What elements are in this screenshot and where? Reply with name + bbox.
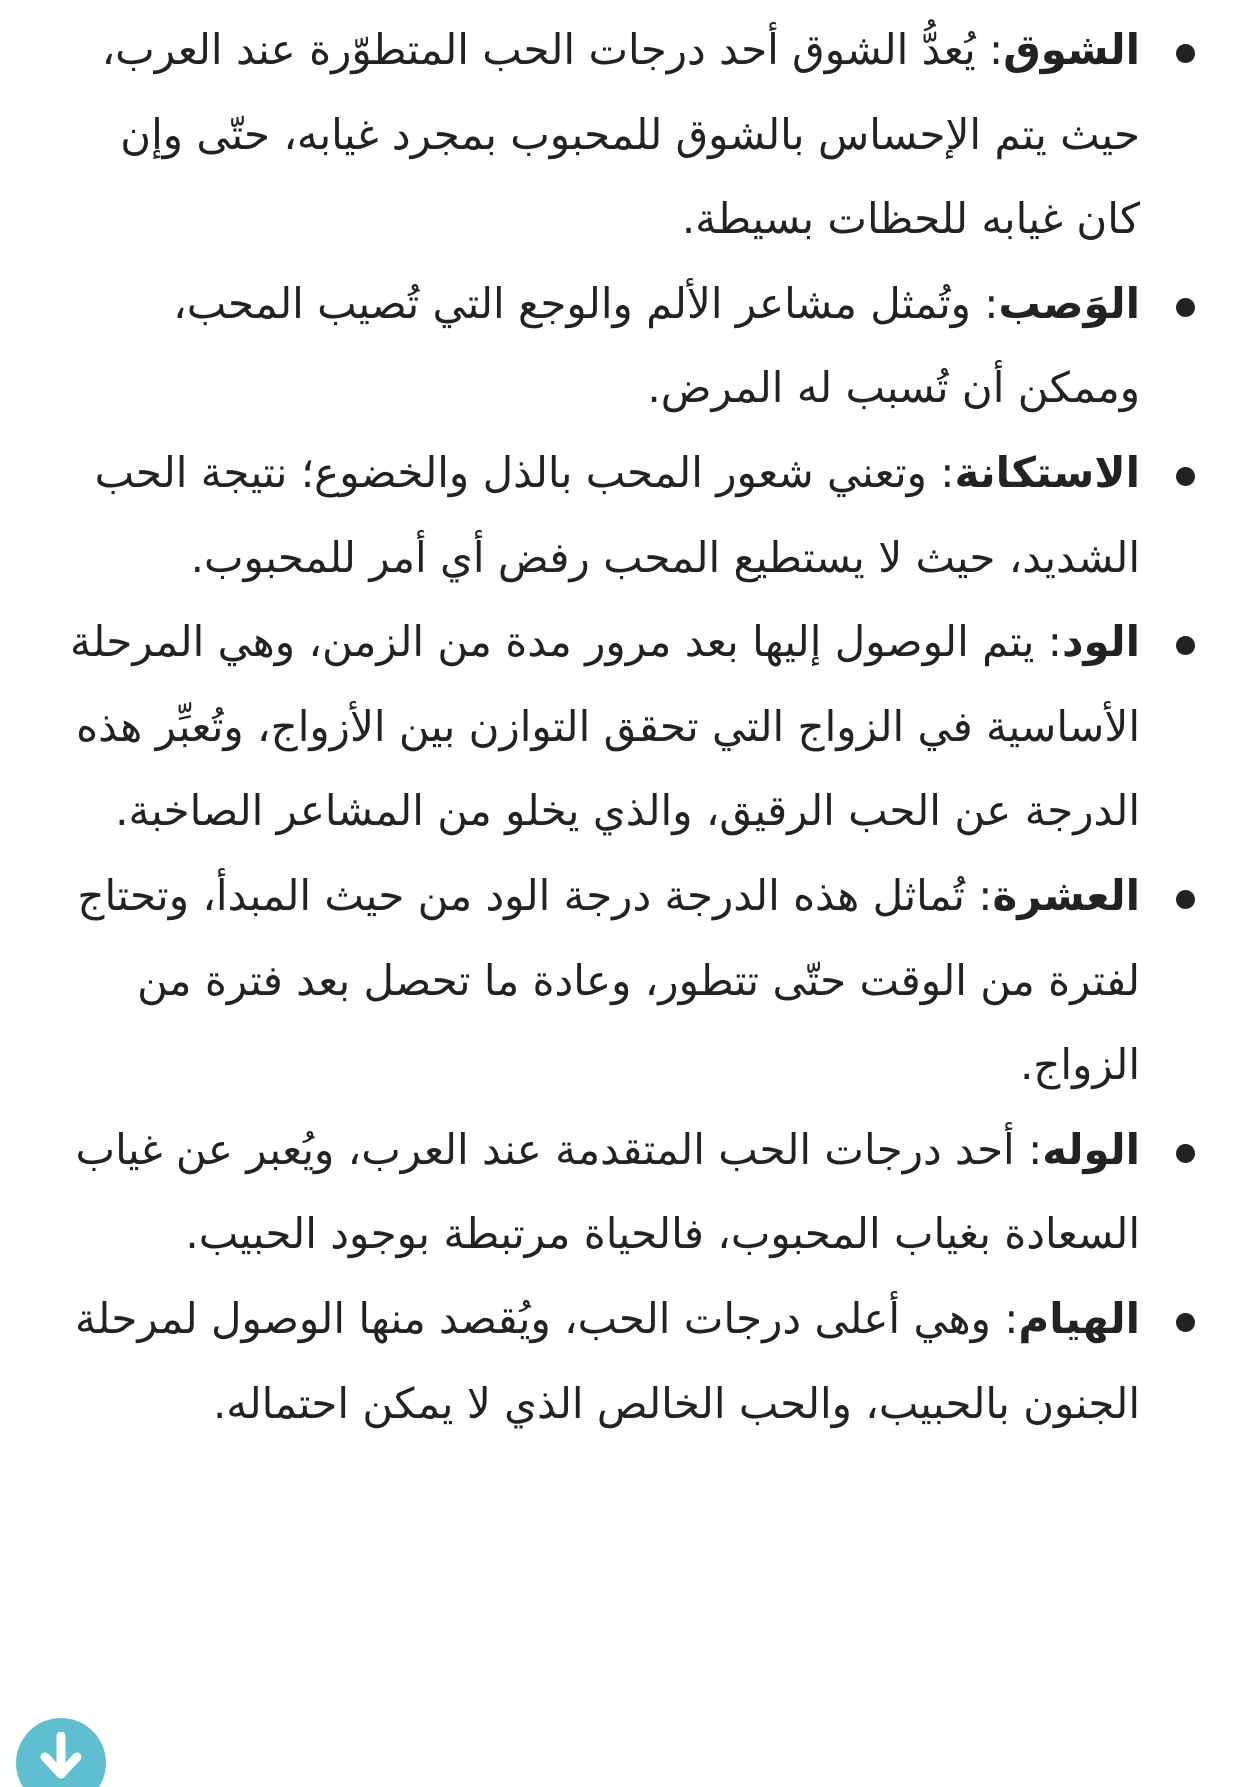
scroll-down-button[interactable] (16, 1718, 106, 1787)
bullet-icon (1176, 1313, 1195, 1332)
degree-description: وتُمثل مشاعر الألم والوجع التي تُصيب المحب، وممكن أن تُسبب له المرض. (173, 278, 1140, 413)
article-content (60, 8, 1140, 1446)
degree-description: يُعدُّ الشوق أحد درجات الحب المتطوّرة عند العرب، حيث يتم الإحساس بالشوق للمحبوب بمجرد غيابه، حتّى وإن كان غيابه للحظات بسيطة. (101, 25, 1140, 244)
degree-description: تُماثل هذه الدرجة درجة الود من حيث المبدأ، وتحتاج لفترة من الوقت حتّى تتطور، وعادة ما تحصل بعد فترة من الزواج. (77, 870, 1140, 1090)
degree-term: العشرة (992, 870, 1140, 920)
list-item (60, 854, 1140, 1108)
arrow-down-icon (38, 1732, 84, 1782)
list-item (60, 600, 1140, 854)
bullet-icon (1176, 890, 1195, 909)
degree-description: وتعني شعور المحب بالذل والخضوع؛ نتيجة الحب الشديد، حيث لا يستطيع المحب رفض أي أمر للمحبوب. (94, 447, 1140, 582)
degree-term: الوله (1042, 1124, 1140, 1174)
term-separator: : (926, 447, 955, 497)
list-item (60, 1108, 1140, 1277)
term-separator: : (975, 25, 1004, 74)
term-separator: : (1034, 617, 1062, 667)
degree-description: يتم الوصول إليها بعد مرور مدة من الزمن، وهي المرحلة الأساسية في الزواج التي تحقق التوازن بين الأزواج، وتُعبِّر هذه الدرجة عن الحب الرقيق، والذي يخلو من المشاعر الصاخبة. (69, 617, 1140, 836)
term-separator: : (964, 870, 993, 920)
term-separator: : (1014, 1124, 1043, 1174)
list-item (60, 1277, 1140, 1446)
bullet-icon (1176, 1144, 1195, 1163)
degree-term: الود (1061, 617, 1140, 667)
love-degrees-list (60, 8, 1140, 1446)
list-item (60, 431, 1140, 600)
degree-term: الهيام (1018, 1293, 1140, 1343)
term-separator: : (990, 1293, 1019, 1343)
degree-term: الاستكانة (954, 447, 1140, 497)
degree-term: الشوق (1003, 25, 1140, 74)
degree-term: الوَصب (998, 278, 1140, 328)
degree-description: وهي أعلى درجات الحب، ويُقصد منها الوصول لمرحلة الجنون بالحبيب، والحب الخالص الذي لا يمكن احتماله. (75, 1293, 1140, 1428)
list-item (60, 262, 1140, 431)
list-item (60, 8, 1140, 262)
bullet-icon (1176, 636, 1195, 655)
bullet-icon (1176, 298, 1195, 317)
bullet-icon (1176, 44, 1195, 63)
term-separator: : (970, 278, 999, 328)
degree-description: أحد درجات الحب المتقدمة عند العرب، ويُعبر عن غياب السعادة بغياب المحبوب، فالحياة مرتبطة بوجود الحبيب. (75, 1124, 1140, 1259)
bullet-icon (1176, 467, 1195, 486)
